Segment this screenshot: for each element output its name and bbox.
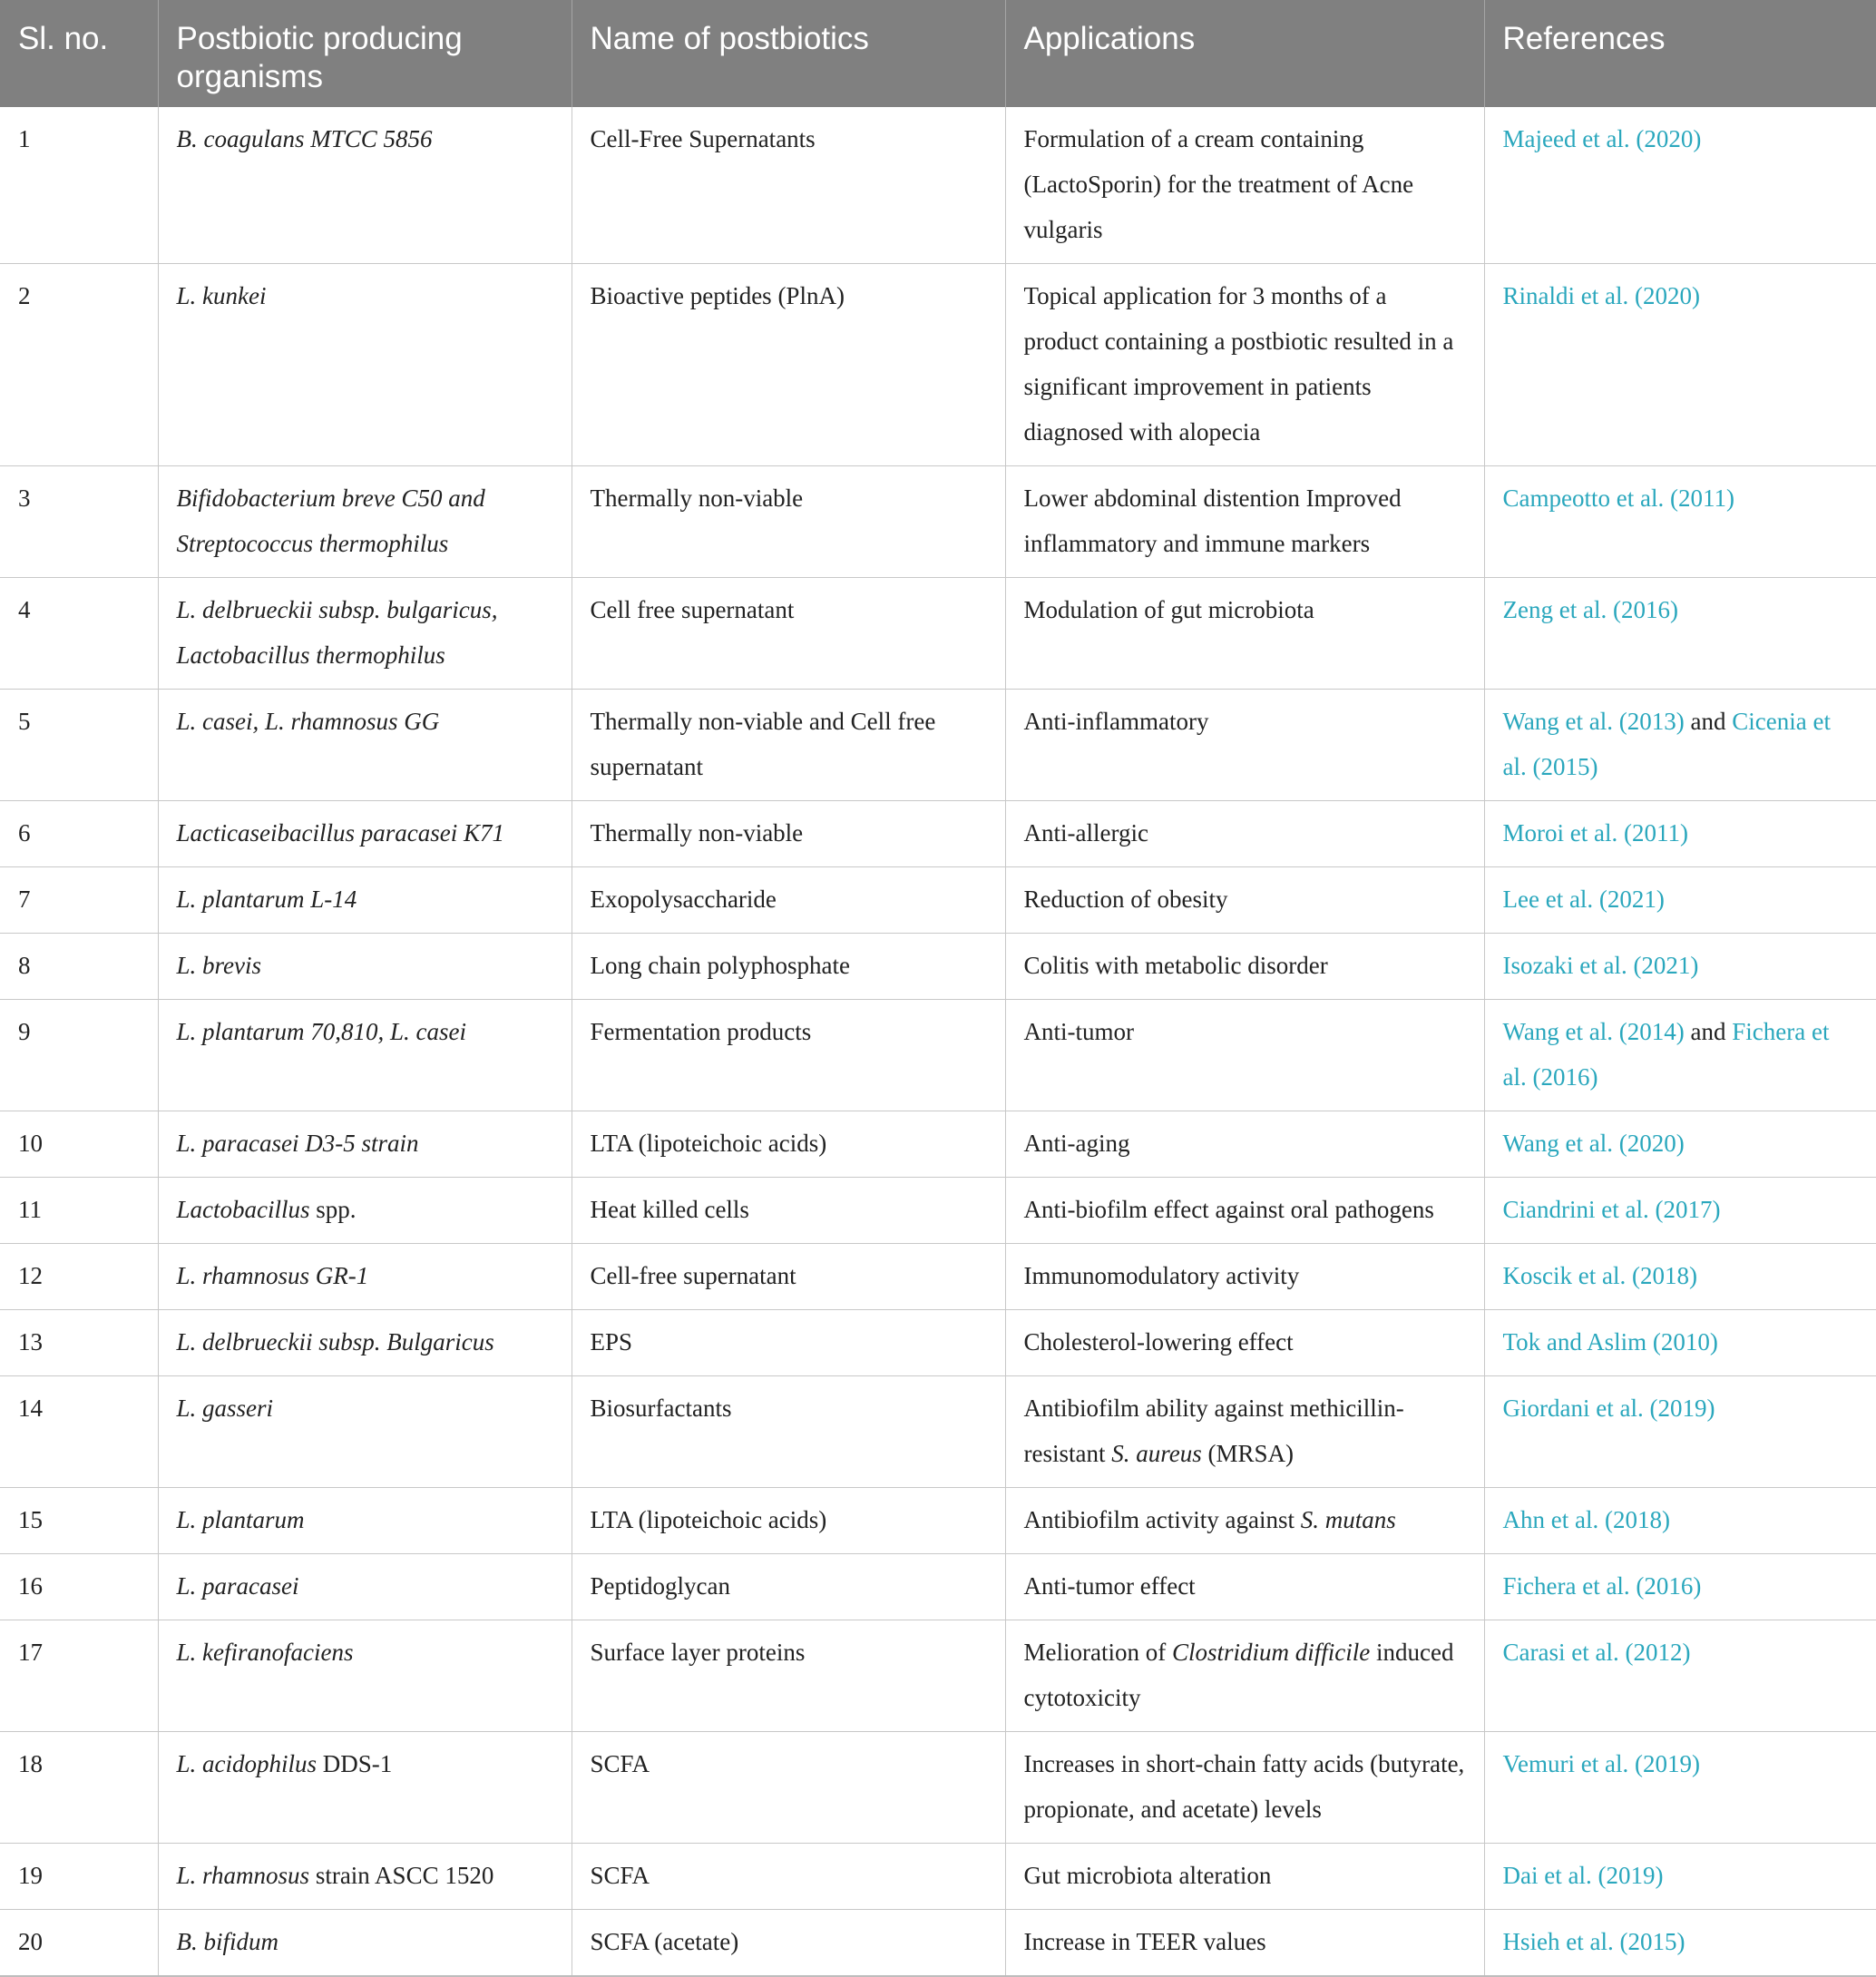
organism-name: L. rhamnosus	[176, 1862, 310, 1889]
cell-postbiotic-name	[572, 1111, 1005, 1178]
table-row	[0, 867, 1876, 934]
cell-reference	[1484, 264, 1876, 466]
cell-postbiotic-name	[572, 1178, 1005, 1244]
cell-postbiotic-name	[572, 1554, 1005, 1620]
cell-sl-no	[0, 1310, 158, 1376]
sl-no-text: 2	[18, 282, 31, 309]
table-row	[0, 264, 1876, 466]
table-row	[0, 1310, 1876, 1376]
cell-sl-no	[0, 1376, 158, 1488]
reference-link[interactable]: Tok and Aslim (2010)	[1502, 1328, 1718, 1356]
cell-organism	[158, 1620, 572, 1732]
sl-no-text: 14	[18, 1395, 43, 1422]
cell-sl-no	[0, 690, 158, 801]
reference-link[interactable]: Koscik et al. (2018)	[1502, 1262, 1697, 1289]
application-text: Formulation of a cream containing (LactoSporin) for the treatment of Acne vulgaris	[1023, 125, 1414, 243]
cell-reference	[1484, 867, 1876, 934]
cell-application	[1005, 690, 1484, 801]
reference-link[interactable]: Dai et al. (2019)	[1502, 1862, 1664, 1889]
cell-organism	[158, 1111, 572, 1178]
table-row	[0, 1000, 1876, 1111]
organism-name: L. plantarum	[176, 1506, 305, 1533]
reference-and: and	[1684, 1018, 1733, 1045]
cell-reference	[1484, 466, 1876, 578]
postbiotic-name: EPS	[590, 1328, 633, 1356]
organism-suffix: strain ASCC 1520	[309, 1862, 494, 1889]
cell-reference	[1484, 1844, 1876, 1910]
sl-no-text: 17	[18, 1639, 43, 1666]
reference-link[interactable]: Wang et al. (2020)	[1502, 1130, 1685, 1157]
cell-sl-no	[0, 107, 158, 264]
cell-organism	[158, 867, 572, 934]
application-text: Anti-biofilm effect against oral pathogens	[1023, 1196, 1434, 1223]
table-row	[0, 466, 1876, 578]
application-text: Gut microbiota alteration	[1023, 1862, 1272, 1889]
cell-application	[1005, 1910, 1484, 1977]
application-text: Anti-aging	[1023, 1130, 1130, 1157]
table-row	[0, 1732, 1876, 1844]
cell-organism	[158, 1732, 572, 1844]
table-row	[0, 107, 1876, 264]
postbiotic-name: SCFA	[590, 1750, 650, 1777]
organism-name: L. acidophilus	[176, 1750, 318, 1777]
table-row	[0, 1488, 1876, 1554]
cell-postbiotic-name	[572, 1844, 1005, 1910]
table-row	[0, 690, 1876, 801]
reference-link[interactable]: Ciandrini et al. (2017)	[1502, 1196, 1721, 1223]
cell-application	[1005, 934, 1484, 1000]
reference-link[interactable]: Giordani et al. (2019)	[1502, 1395, 1715, 1422]
header-row	[0, 0, 1876, 107]
cell-postbiotic-name	[572, 466, 1005, 578]
postbiotic-name: SCFA	[590, 1862, 650, 1889]
cell-reference	[1484, 1244, 1876, 1310]
table-row	[0, 1844, 1876, 1910]
cell-reference	[1484, 1488, 1876, 1554]
table-row	[0, 1620, 1876, 1732]
cell-sl-no	[0, 1111, 158, 1178]
cell-reference	[1484, 1554, 1876, 1620]
header-sl-no: Sl. no.	[0, 0, 158, 107]
cell-postbiotic-name	[572, 1910, 1005, 1977]
application-text: Colitis with metabolic disorder	[1023, 952, 1328, 979]
cell-application	[1005, 1488, 1484, 1554]
application-text: Increase in TEER values	[1023, 1928, 1266, 1955]
organism-name: L. plantarum L-14	[176, 886, 357, 913]
postbiotic-name: LTA (lipoteichoic acids)	[590, 1130, 827, 1157]
cell-sl-no	[0, 264, 158, 466]
table-row	[0, 1910, 1876, 1977]
cell-postbiotic-name	[572, 1000, 1005, 1111]
sl-no-text: 10	[18, 1130, 43, 1157]
cell-organism	[158, 1310, 572, 1376]
postbiotic-name: Bioactive peptides (PlnA)	[590, 282, 845, 309]
cell-reference	[1484, 578, 1876, 690]
sl-no-text: 8	[18, 952, 31, 979]
cell-reference	[1484, 1178, 1876, 1244]
reference-link[interactable]: Moroi et al. (2011)	[1502, 819, 1688, 847]
application-text: Anti-inflammatory	[1023, 708, 1209, 735]
application-continued: (MRSA)	[1201, 1440, 1294, 1467]
cell-organism	[158, 1244, 572, 1310]
reference-link-2[interactable]: Cicenia et al. (2015)	[1502, 708, 1831, 780]
application-text: Anti-allergic	[1023, 819, 1148, 847]
sl-no-text: 9	[18, 1018, 31, 1045]
application-italic: S. aureus	[1111, 1440, 1202, 1467]
application-text: Modulation of gut microbiota	[1023, 596, 1314, 623]
organism-name: L. casei, L. rhamnosus GG	[176, 708, 440, 735]
organism-name: L. rhamnosus GR-1	[176, 1262, 369, 1289]
cell-organism	[158, 1000, 572, 1111]
organism-name: L. paracasei	[176, 1572, 299, 1600]
cell-application	[1005, 1000, 1484, 1111]
sl-no-text: 13	[18, 1328, 43, 1356]
cell-organism	[158, 1488, 572, 1554]
cell-application	[1005, 264, 1484, 466]
reference-link[interactable]: Wang et al. (2013)	[1502, 708, 1685, 735]
application-text: Anti-tumor	[1023, 1018, 1134, 1045]
cell-sl-no	[0, 1620, 158, 1732]
application-text: Antibiofilm ability against methicillin-resistant	[1023, 1395, 1404, 1467]
cell-postbiotic-name	[572, 1310, 1005, 1376]
cell-sl-no	[0, 867, 158, 934]
cell-reference	[1484, 1376, 1876, 1488]
postbiotic-name: Thermally non-viable and Cell free supernatant	[590, 708, 936, 780]
header-name: Name of postbiotics	[572, 0, 1005, 107]
cell-application	[1005, 1376, 1484, 1488]
application-text: Melioration of	[1023, 1639, 1172, 1666]
cell-organism	[158, 1376, 572, 1488]
cell-reference	[1484, 934, 1876, 1000]
cell-postbiotic-name	[572, 107, 1005, 264]
cell-organism	[158, 801, 572, 867]
postbiotic-name: Heat killed cells	[590, 1196, 749, 1223]
cell-postbiotic-name	[572, 1732, 1005, 1844]
reference-link[interactable]: Wang et al. (2014)	[1502, 1018, 1685, 1045]
reference-link[interactable]: Vemuri et al. (2019)	[1502, 1750, 1700, 1777]
application-text: Reduction of obesity	[1023, 886, 1228, 913]
cell-postbiotic-name	[572, 1620, 1005, 1732]
table-row	[0, 1376, 1876, 1488]
cell-reference	[1484, 107, 1876, 264]
sl-no-text: 5	[18, 708, 31, 735]
postbiotic-name: Peptidoglycan	[590, 1572, 730, 1600]
postbiotic-name: SCFA (acetate)	[590, 1928, 739, 1955]
cell-sl-no	[0, 1554, 158, 1620]
sl-no-text: 19	[18, 1862, 43, 1889]
cell-sl-no	[0, 466, 158, 578]
table-row	[0, 578, 1876, 690]
header-organisms: Postbiotic producing organisms	[158, 0, 572, 107]
cell-application	[1005, 578, 1484, 690]
sl-no-text: 3	[18, 484, 31, 512]
reference-link[interactable]: Campeotto et al. (2011)	[1502, 484, 1734, 512]
organism-name: B. coagulans MTCC 5856	[176, 125, 433, 152]
organism-suffix: DDS-1	[317, 1750, 393, 1777]
cell-reference	[1484, 1910, 1876, 1977]
cell-postbiotic-name	[572, 801, 1005, 867]
cell-reference	[1484, 801, 1876, 867]
reference-link[interactable]: Isozaki et al. (2021)	[1502, 952, 1699, 979]
postbiotic-name: Cell-free supernatant	[590, 1262, 796, 1289]
reference-link[interactable]: Rinaldi et al. (2020)	[1502, 282, 1700, 309]
sl-no-text: 16	[18, 1572, 43, 1600]
cell-organism	[158, 1178, 572, 1244]
application-italic: Clostridium difficile	[1171, 1639, 1371, 1666]
header-applications: Applications	[1005, 0, 1484, 107]
cell-organism	[158, 578, 572, 690]
reference-link[interactable]: Lee et al. (2021)	[1502, 886, 1665, 913]
cell-postbiotic-name	[572, 1244, 1005, 1310]
cell-organism	[158, 107, 572, 264]
cell-organism	[158, 1910, 572, 1977]
cell-application	[1005, 466, 1484, 578]
cell-application	[1005, 1310, 1484, 1376]
postbiotic-name: Cell free supernatant	[590, 596, 795, 623]
cell-reference	[1484, 1111, 1876, 1178]
reference-and: and	[1684, 708, 1733, 735]
cell-application	[1005, 867, 1484, 934]
cell-application	[1005, 1244, 1484, 1310]
organism-name: Bifidobacterium breve C50 and Streptococcus thermophilus	[176, 484, 485, 557]
organism-name: Lactobacillus	[176, 1196, 310, 1223]
cell-application	[1005, 1844, 1484, 1910]
cell-organism	[158, 934, 572, 1000]
table-row	[0, 1111, 1876, 1178]
header-references: References	[1484, 0, 1876, 107]
reference-link[interactable]: Majeed et al. (2020)	[1502, 125, 1702, 152]
table-row	[0, 1178, 1876, 1244]
cell-organism	[158, 690, 572, 801]
application-text: Cholesterol-lowering effect	[1023, 1328, 1294, 1356]
postbiotic-name: Thermally non-viable	[590, 819, 804, 847]
cell-sl-no	[0, 1244, 158, 1310]
reference-link[interactable]: Fichera et al. (2016)	[1502, 1572, 1702, 1600]
cell-sl-no	[0, 578, 158, 690]
sl-no-text: 12	[18, 1262, 43, 1289]
cell-postbiotic-name	[572, 867, 1005, 934]
application-text: Immunomodulatory activity	[1023, 1262, 1300, 1289]
cell-application	[1005, 1178, 1484, 1244]
organism-name: L. delbrueckii subsp. Bulgaricus	[176, 1328, 494, 1356]
organism-name: L. brevis	[176, 952, 261, 979]
sl-no-text: 15	[18, 1506, 43, 1533]
reference-link[interactable]: Ahn et al. (2018)	[1502, 1506, 1670, 1533]
cell-sl-no	[0, 1732, 158, 1844]
application-continued: induced cytotoxicity	[1023, 1639, 1454, 1711]
postbiotic-name: Thermally non-viable	[590, 484, 804, 512]
sl-no-text: 1	[18, 125, 31, 152]
cell-organism	[158, 466, 572, 578]
application-text: Topical application for 3 months of a product containing a postbiotic resulted in a significant improvement in patients diagnosed with alopecia	[1023, 282, 1454, 445]
table-body	[0, 107, 1876, 1976]
organism-name: L. delbrueckii subsp. bulgaricus, Lactobacillus thermophilus	[176, 596, 498, 669]
reference-link[interactable]: Zeng et al. (2016)	[1502, 596, 1678, 623]
cell-application	[1005, 1111, 1484, 1178]
cell-sl-no	[0, 1910, 158, 1977]
table-row	[0, 1554, 1876, 1620]
cell-sl-no	[0, 1844, 158, 1910]
table-row	[0, 934, 1876, 1000]
cell-application	[1005, 1620, 1484, 1732]
sl-no-text: 6	[18, 819, 31, 847]
reference-link-2[interactable]: Fichera et al. (2016)	[1502, 1018, 1830, 1091]
cell-organism	[158, 264, 572, 466]
sl-no-text: 11	[18, 1196, 42, 1223]
cell-organism	[158, 1554, 572, 1620]
cell-reference	[1484, 690, 1876, 801]
cell-sl-no	[0, 1178, 158, 1244]
organism-name: B. bifidum	[176, 1928, 278, 1955]
application-text: Increases in short-chain fatty acids (butyrate, propionate, and acetate) levels	[1023, 1750, 1465, 1823]
table-row	[0, 1244, 1876, 1310]
cell-reference	[1484, 1310, 1876, 1376]
cell-postbiotic-name	[572, 578, 1005, 690]
cell-sl-no	[0, 1488, 158, 1554]
organism-name: L. kefiranofaciens	[176, 1639, 354, 1666]
cell-sl-no	[0, 1000, 158, 1111]
organism-name: L. kunkei	[176, 282, 267, 309]
reference-link[interactable]: Carasi et al. (2012)	[1502, 1639, 1691, 1666]
cell-postbiotic-name	[572, 1376, 1005, 1488]
application-text: Lower abdominal distention Improved inflammatory and immune markers	[1023, 484, 1402, 557]
cell-sl-no	[0, 801, 158, 867]
reference-link[interactable]: Hsieh et al. (2015)	[1502, 1928, 1685, 1955]
table-row	[0, 801, 1876, 867]
sl-no-text: 7	[18, 886, 31, 913]
table-header	[0, 0, 1876, 107]
sl-no-text: 18	[18, 1750, 43, 1777]
cell-postbiotic-name	[572, 264, 1005, 466]
postbiotic-name: Biosurfactants	[590, 1395, 732, 1422]
postbiotic-name: Surface layer proteins	[590, 1639, 806, 1666]
cell-postbiotic-name	[572, 934, 1005, 1000]
cell-application	[1005, 107, 1484, 264]
cell-application	[1005, 801, 1484, 867]
postbiotic-name: Exopolysaccharide	[590, 886, 777, 913]
cell-postbiotic-name	[572, 690, 1005, 801]
organism-suffix: spp.	[309, 1196, 357, 1223]
cell-application	[1005, 1554, 1484, 1620]
cell-reference	[1484, 1732, 1876, 1844]
cell-postbiotic-name	[572, 1488, 1005, 1554]
postbiotic-name: Cell-Free Supernatants	[590, 125, 816, 152]
cell-sl-no	[0, 934, 158, 1000]
postbiotic-name: LTA (lipoteichoic acids)	[590, 1506, 827, 1533]
organism-name: L. gasseri	[176, 1395, 274, 1422]
application-text: Antibiofilm activity against	[1023, 1506, 1301, 1533]
cell-organism	[158, 1844, 572, 1910]
postbiotic-name: Fermentation products	[590, 1018, 812, 1045]
application-italic: S. mutans	[1300, 1506, 1396, 1533]
organism-name: Lacticaseibacillus paracasei K71	[176, 819, 504, 847]
cell-reference	[1484, 1000, 1876, 1111]
sl-no-text: 4	[18, 596, 31, 623]
application-text: Anti-tumor effect	[1023, 1572, 1196, 1600]
cell-reference	[1484, 1620, 1876, 1732]
organism-name: L. paracasei D3-5 strain	[176, 1130, 419, 1157]
organism-name: L. plantarum 70,810, L. casei	[176, 1018, 467, 1045]
cell-application	[1005, 1732, 1484, 1844]
postbiotic-name: Long chain polyphosphate	[590, 952, 850, 979]
sl-no-text: 20	[18, 1928, 43, 1955]
